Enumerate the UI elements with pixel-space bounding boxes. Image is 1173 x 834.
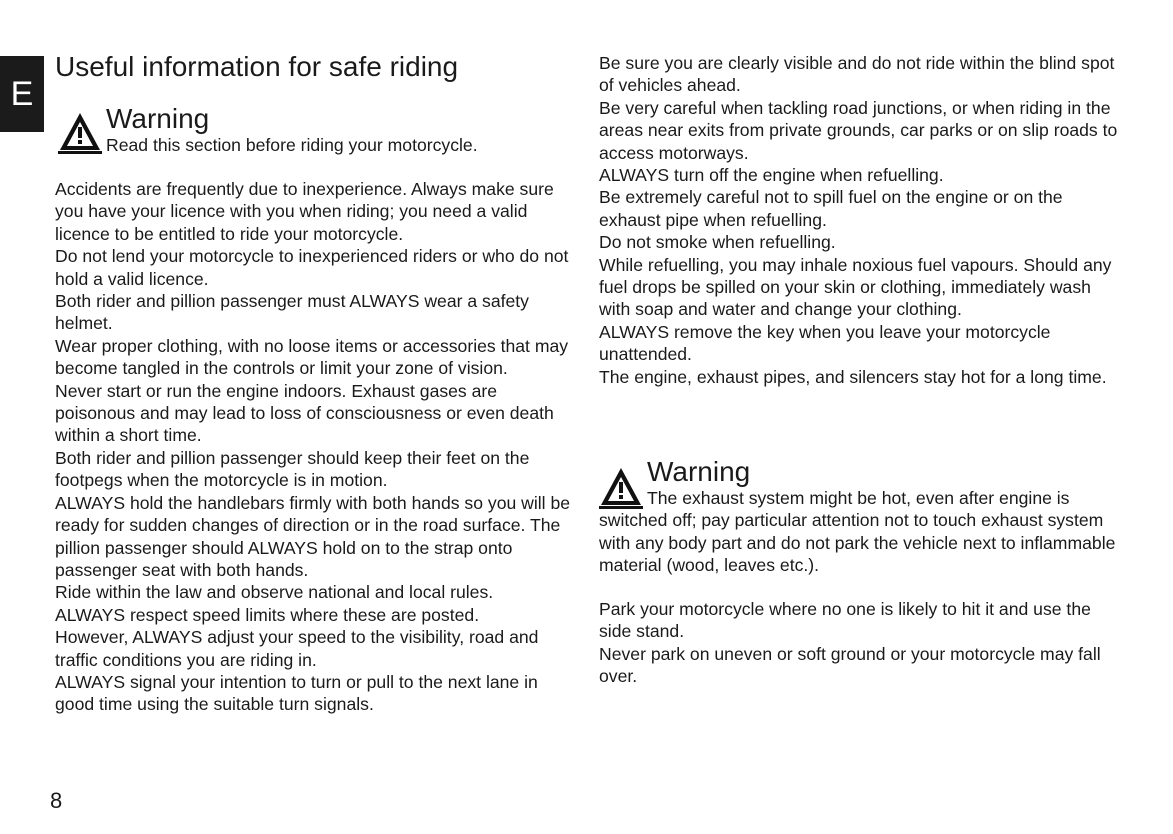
warning-icon [58, 110, 102, 154]
language-tab: E [0, 56, 44, 132]
paragraph: Accidents are frequently due to inexperience. Always make sure you have your licence with you when riding; you need a valid licence to be entitled to ride your motorcycle. [55, 179, 554, 244]
warning-box [599, 457, 1123, 577]
paragraph: Park your motorcycle where no one is likely to hit it and use the side stand. [599, 599, 1091, 642]
paragraph: Both rider and pillion passenger should keep their feet on the footpegs when the motorcycle is in motion. [55, 447, 530, 491]
paragraph: Wear proper clothing, with no loose items or accessories that may become tangled in the controls or limit your zone of vision. [55, 335, 569, 379]
paragraph: The engine, exhaust pipes, and silencers stay hot for a long time. [599, 366, 1107, 387]
paragraph: Be sure you are clearly visible and do not ride within the blind spot of vehicles ahead. [599, 53, 1115, 96]
paragraph: ALWAYS respect speed limits where these are posted. [55, 604, 480, 625]
paragraph: Do not smoke when refuelling. [599, 232, 836, 253]
left-column-body [55, 178, 577, 716]
paragraph: ALWAYS turn off the engine when refuelling. [599, 165, 944, 186]
paragraph: ALWAYS hold the handlebars firmly with both hands so you will be ready for sudden changes of direction or in the road surface. The pillion passenger should ALWAYS hold on to the strap onto passenger seat with both hands. [55, 492, 571, 580]
paragraph: Both rider and pillion passenger must ALWAYS wear a safety helmet. [55, 291, 529, 334]
warning-icon [599, 465, 643, 509]
paragraph: Ride within the law and observe national and local rules. [55, 582, 494, 603]
warning-box [58, 104, 578, 156]
warning-title: Warning [647, 456, 751, 487]
warning-title: Warning [106, 103, 210, 134]
paragraph: Never park on uneven or soft ground or your motorcycle may fall over. [599, 643, 1101, 687]
right-column-body [599, 52, 1123, 388]
paragraph: However, ALWAYS adjust your speed to the visibility, road and traffic conditions you are riding in. [55, 627, 539, 670]
right-column-body-2 [599, 598, 1123, 688]
warning-text: The exhaust system might be hot, even after engine is switched off; pay particular attention not to touch exhaust system with any body part and do not park the vehicle next to inflammable material (wood, leaves etc.). [599, 488, 1116, 576]
page-title: Useful information for safe riding [55, 51, 459, 82]
paragraph: Never start or run the engine indoors. Exhaust gases are poisonous and may lead to loss of consciousness or even death within a short time. [55, 380, 554, 446]
paragraph: Do not lend your motorcycle to inexperienced riders or who do not hold a valid licence. [55, 246, 569, 289]
paragraph: ALWAYS signal your intention to turn or pull to the next lane in good time using the suitable turn signals. [55, 671, 538, 715]
paragraph: ALWAYS remove the key when you leave your motorcycle unattended. [599, 321, 1051, 365]
paragraph: Be extremely careful not to spill fuel on the engine or on the exhaust pipe when refuelling. [599, 187, 1063, 230]
paragraph: While refuelling, you may inhale noxious fuel vapours. Should any fuel drops be spilled on your skin or clothing, immediately wash with soap and water and change your clothing. [599, 254, 1112, 320]
page-number: 8 [50, 788, 63, 813]
paragraph: Be very careful when tackling road junctions, or when riding in the areas near exits from private grounds, car parks or on slip roads to access motorways. [599, 97, 1118, 163]
warning-text: Read this section before riding your motorcycle. [106, 135, 478, 155]
